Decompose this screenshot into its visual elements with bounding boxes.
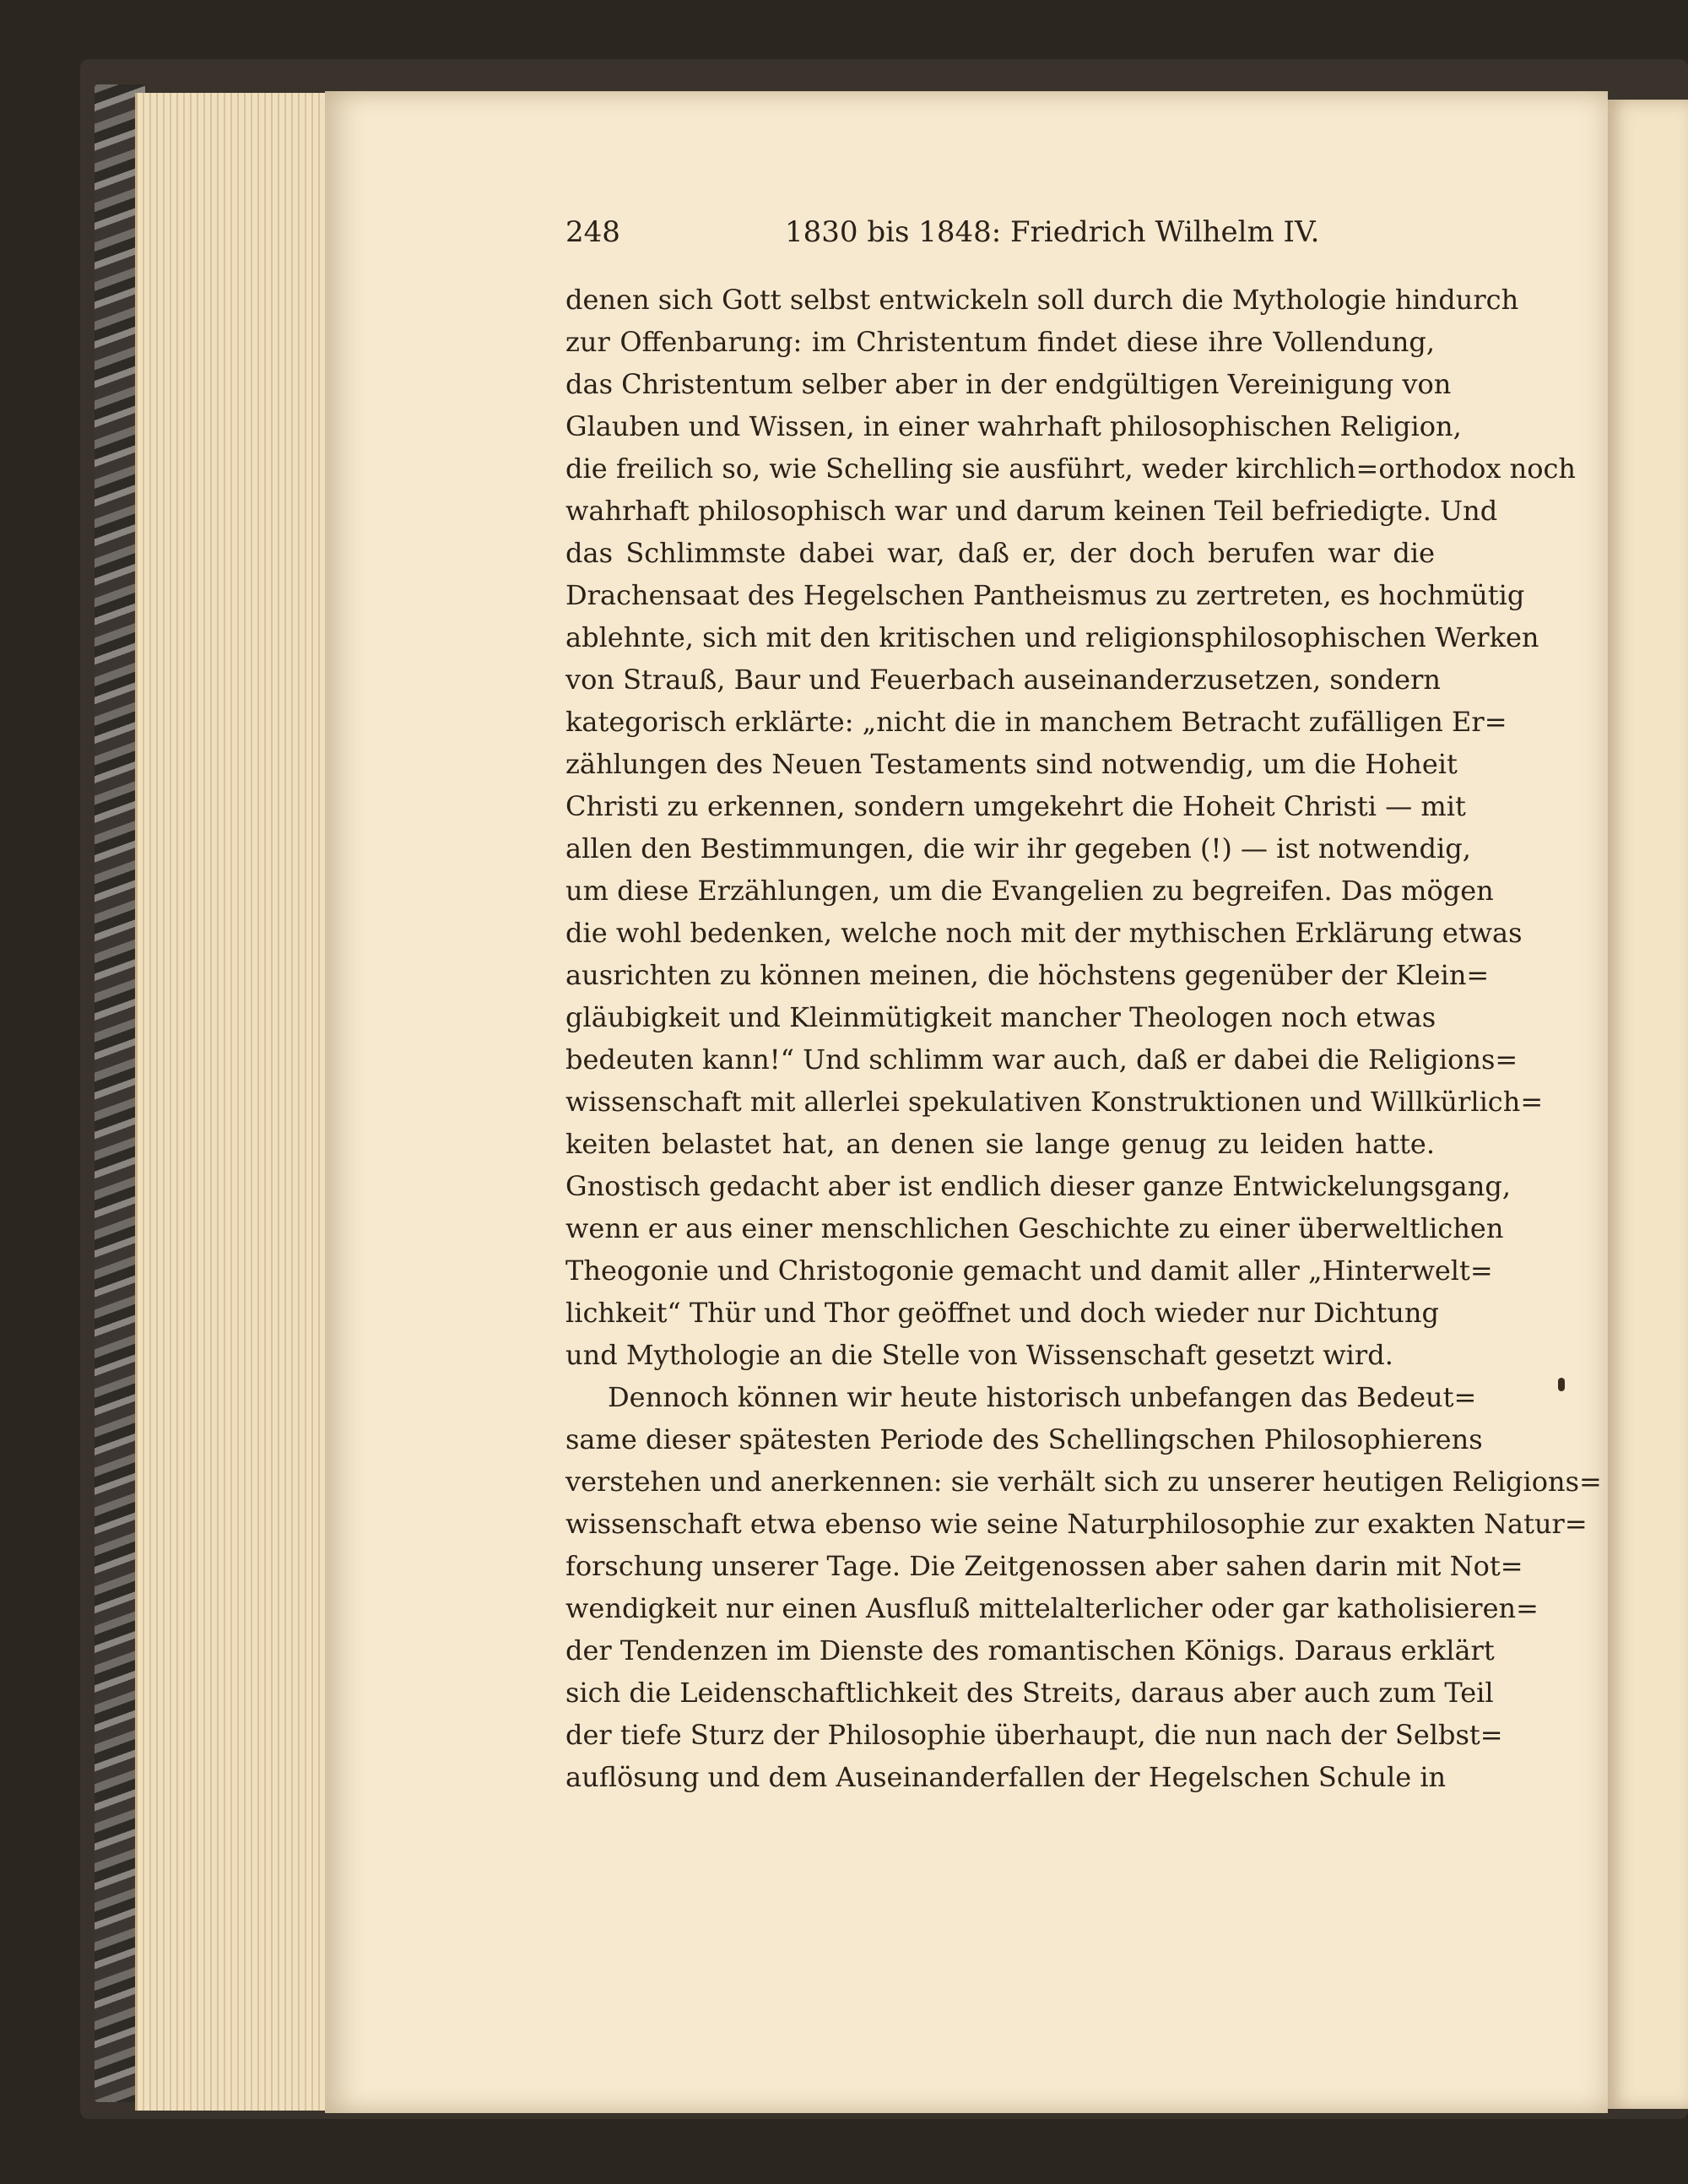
text-line: Gnostisch gedacht aber ist endlich dieser ganze Entwickelungsgang,	[565, 1170, 1511, 1202]
text-line: wahrhaft philosophisch war und darum keinen Teil befriedigte. Und	[565, 495, 1498, 527]
text-line: bedeuten kann!“ Und schlimm war auch, daß er dabei die Religions=	[565, 1043, 1518, 1076]
text-line: die freilich so, wie Schelling sie ausführt, weder kirchlich=orthodox noch	[565, 453, 1577, 485]
text-line: allen den Bestimmungen, die wir ihr gegeben (!) — ist notwendig,	[565, 832, 1471, 864]
text-line: ablehnte, sich mit den kritischen und religionsphilosophischen Werken	[565, 621, 1539, 653]
text-line: kategorisch erklärte: „nicht die in manchem Betracht zufälligen Er=	[565, 706, 1507, 738]
text-line: denen sich Gott selbst entwickeln soll durch die Mythologie hindurch	[565, 284, 1519, 316]
page-block-edge	[135, 93, 332, 2111]
text-line: Theogonie und Christogonie gemacht und damit aller „Hinterwelt=	[565, 1255, 1493, 1287]
text-line: wissenschaft mit allerlei spekulativen Konstruktionen und Willkürlich=	[565, 1086, 1544, 1118]
text-line: Glauben und Wissen, in einer wahrhaft philosophischen Religion,	[565, 410, 1462, 442]
body-text	[565, 279, 1602, 1798]
text-line: wenn er aus einer menschlichen Geschichte zu einer überweltlichen	[565, 1212, 1504, 1244]
text-line: forschung unserer Tage. Die Zeitgenossen aber sahen darin mit Not=	[565, 1550, 1523, 1582]
text-line: wendigkeit nur einen Ausfluß mittelalterlicher oder gar katholisieren=	[565, 1592, 1539, 1624]
text-line: same dieser spätesten Periode des Schellingschen Philosophierens	[565, 1423, 1483, 1455]
text-line: die wohl bedenken, welche noch mit der mythischen Erklärung etwas	[565, 917, 1523, 949]
running-head-title: 1830 bis 1848: Friedrich Wilhelm IV.	[785, 215, 1320, 249]
text-line: zählungen des Neuen Testaments sind notwendig, um die Hoheit	[565, 748, 1458, 780]
text-line: gläubigkeit und Kleinmütigkeit mancher Theologen noch etwas	[565, 1001, 1436, 1033]
text-line: sich die Leidenschaftlichkeit des Streits, daraus aber auch zum Teil	[565, 1677, 1494, 1709]
text-line: der Tendenzen im Dienste des romantischen Königs. Daraus erklärt	[565, 1634, 1495, 1666]
text-line: das Christentum selber aber in der endgültigen Vereinigung von	[565, 368, 1452, 400]
text-line: wissenschaft etwa ebenso wie seine Naturphilosophie zur exakten Natur=	[565, 1508, 1588, 1540]
text-line: das Schlimmste dabei war, daß er, der doch berufen war die	[565, 537, 1435, 569]
ink-spot	[1558, 1378, 1565, 1391]
facing-page-edge	[1608, 100, 1688, 2109]
running-head	[565, 215, 1320, 257]
text-line: Drachensaat des Hegelschen Pantheismus zu zertreten, es hochmütig	[565, 579, 1525, 611]
text-line: lichkeit“ Thür und Thor geöffnet und doch wieder nur Dichtung	[565, 1297, 1439, 1329]
text-line: der tiefe Sturz der Philosophie überhaupt, die nun nach der Selbst=	[565, 1719, 1503, 1751]
text-line: von Strauß, Baur und Feuerbach auseinanderzusetzen, sondern	[565, 664, 1442, 696]
text-line: auflösung und dem Auseinanderfallen der Hegelschen Schule in	[565, 1761, 1447, 1793]
page-number: 248	[565, 215, 620, 249]
text-line: und Mythologie an die Stelle von Wissenschaft gesetzt wird.	[565, 1339, 1393, 1371]
text-line: Dennoch können wir heute historisch unbefangen das Bedeut=	[608, 1381, 1477, 1413]
text-line: ausrichten zu können meinen, die höchstens gegenüber der Klein=	[565, 959, 1490, 991]
text-line: zur Offenbarung: im Christentum findet diese ihre Vollendung,	[565, 326, 1435, 358]
text-line: Christi zu erkennen, sondern umgekehrt die Hoheit Christi — mit	[565, 790, 1466, 822]
text-line: keiten belastet hat, an denen sie lange genug zu leiden hatte.	[565, 1128, 1435, 1160]
text-line: um diese Erzählungen, um die Evangelien zu begreifen. Das mögen	[565, 875, 1494, 907]
text-line: verstehen und anerkennen: sie verhält sich zu unserer heutigen Religions=	[565, 1466, 1602, 1498]
